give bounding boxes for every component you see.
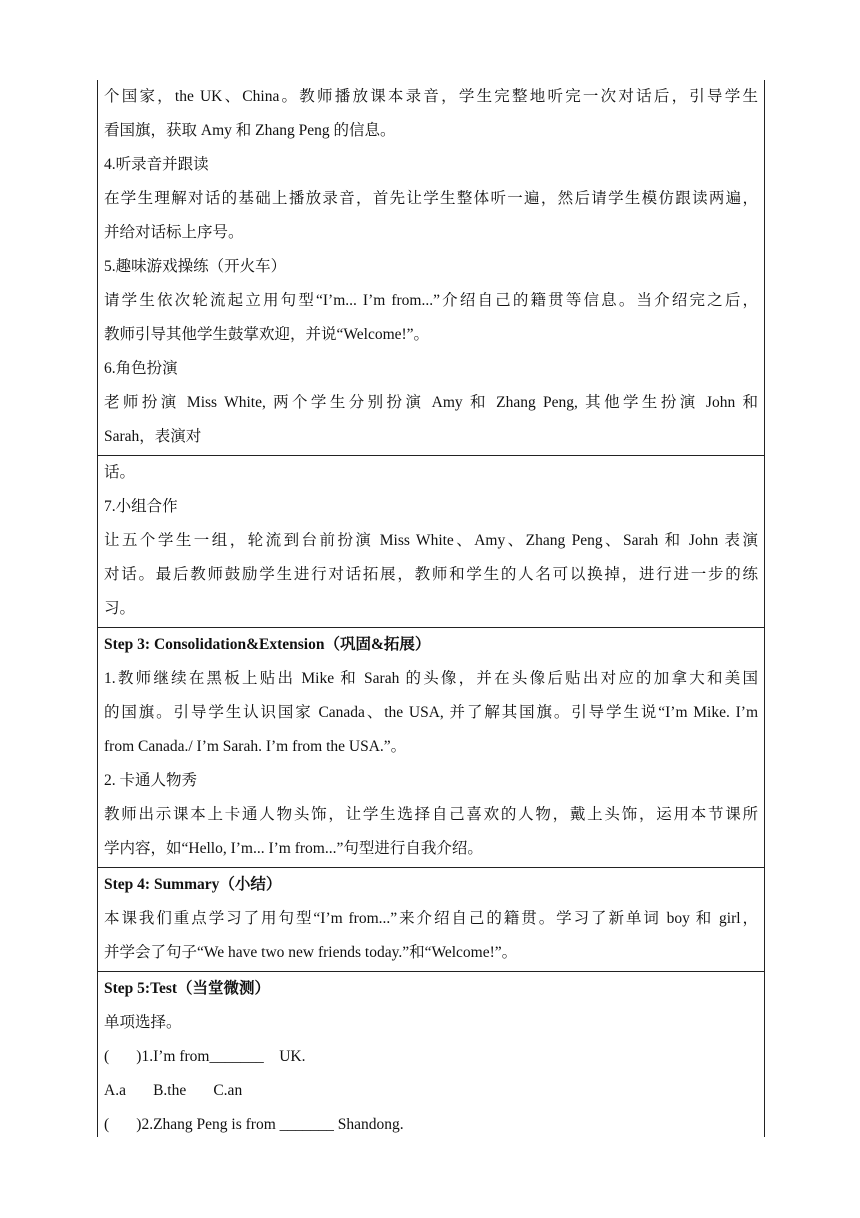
table-cell-group-work bbox=[98, 456, 764, 628]
text-line: 7.小组合作 bbox=[104, 498, 178, 515]
text-line: Sarah，表演对 bbox=[104, 428, 202, 445]
text-line: 本课我们重点学习了用句型“I’m from...”来介绍自己的籍贯。学习了新单词 boy 和 girl， bbox=[104, 910, 758, 927]
text-line: 6.角色扮演 bbox=[104, 360, 178, 377]
table-cell-step5 bbox=[98, 972, 764, 1137]
lesson-plan-table bbox=[97, 80, 765, 1137]
text-line: 请学生依次轮流起立用句型“I’m... I’m from...”介绍自己的籍贯等信息。当介绍完之后， bbox=[104, 292, 758, 309]
step-heading: Step 3: Consolidation&Extension（巩固&拓展） bbox=[104, 636, 431, 653]
text-line: ( )2.Zhang Peng is from _______ Shandong. bbox=[104, 1116, 404, 1133]
text-line: 看国旗，获取 Amy 和 Zhang Peng 的信息。 bbox=[104, 122, 396, 139]
text-line: 学内容，如“Hello, I’m... I’m from...”句型进行自我介绍。 bbox=[104, 840, 483, 857]
text-line: ( )1.I’m from_______ UK. bbox=[104, 1048, 306, 1065]
text-line: 个国家，the UK、China。教师播放课本录音，学生完整地听完一次对话后，引导学生 bbox=[104, 88, 758, 105]
text-line: 2. 卡通人物秀 bbox=[104, 772, 198, 789]
text-line: A.a B.the C.an bbox=[104, 1082, 243, 1099]
text-line: 5.趣味游戏操练（开火车） bbox=[104, 258, 287, 275]
text-line: from Canada./ I’m Sarah. I’m from the USA.”。 bbox=[104, 738, 407, 755]
text-line: 让五个学生一组，轮流到台前扮演 Miss White、Amy、Zhang Peng、Sarah 和 John 表演 bbox=[104, 532, 758, 549]
text-line: 的国旗。引导学生认识国家 Canada、the USA, 并了解其国旗。引导学生说“I’m Mike. I’m bbox=[104, 704, 758, 721]
step-heading: Step 4: Summary（小结） bbox=[104, 876, 282, 893]
text-line: 习。 bbox=[104, 600, 136, 617]
text-line: 教师引导其他学生鼓掌欢迎，并说“Welcome!”。 bbox=[104, 326, 430, 343]
text-line: 话。 bbox=[104, 464, 136, 481]
text-line: 老师扮演 Miss White, 两个学生分别扮演 Amy 和 Zhang Peng, 其他学生扮演 John 和 bbox=[104, 394, 758, 411]
text-line: 教师出示课本上卡通人物头饰，让学生选择自己喜欢的人物，戴上头饰，运用本节课所 bbox=[104, 806, 758, 823]
text-line: 并学会了句子“We have two new friends today.”和“Welcome!”。 bbox=[104, 944, 518, 961]
table-cell-step3 bbox=[98, 628, 764, 868]
text-line: 对话。最后教师鼓励学生进行对话拓展，教师和学生的人名可以换掉，进行进一步的练 bbox=[104, 566, 758, 583]
step-heading: Step 5:Test（当堂微测） bbox=[104, 980, 271, 997]
text-line: 在学生理解对话的基础上播放录音，首先让学生整体听一遍，然后请学生模仿跟读两遍， bbox=[104, 190, 758, 207]
table-cell-procedures-part bbox=[98, 80, 764, 456]
text-line: 1.教师继续在黑板上贴出 Mike 和 Sarah 的头像，并在头像后贴出对应的加拿大和美国 bbox=[104, 670, 758, 687]
table-cell-step4 bbox=[98, 868, 764, 972]
text-line: 并给对话标上序号。 bbox=[104, 224, 244, 241]
text-line: 单项选择。 bbox=[104, 1014, 182, 1031]
text-line: 4.听录音并跟读 bbox=[104, 156, 209, 173]
